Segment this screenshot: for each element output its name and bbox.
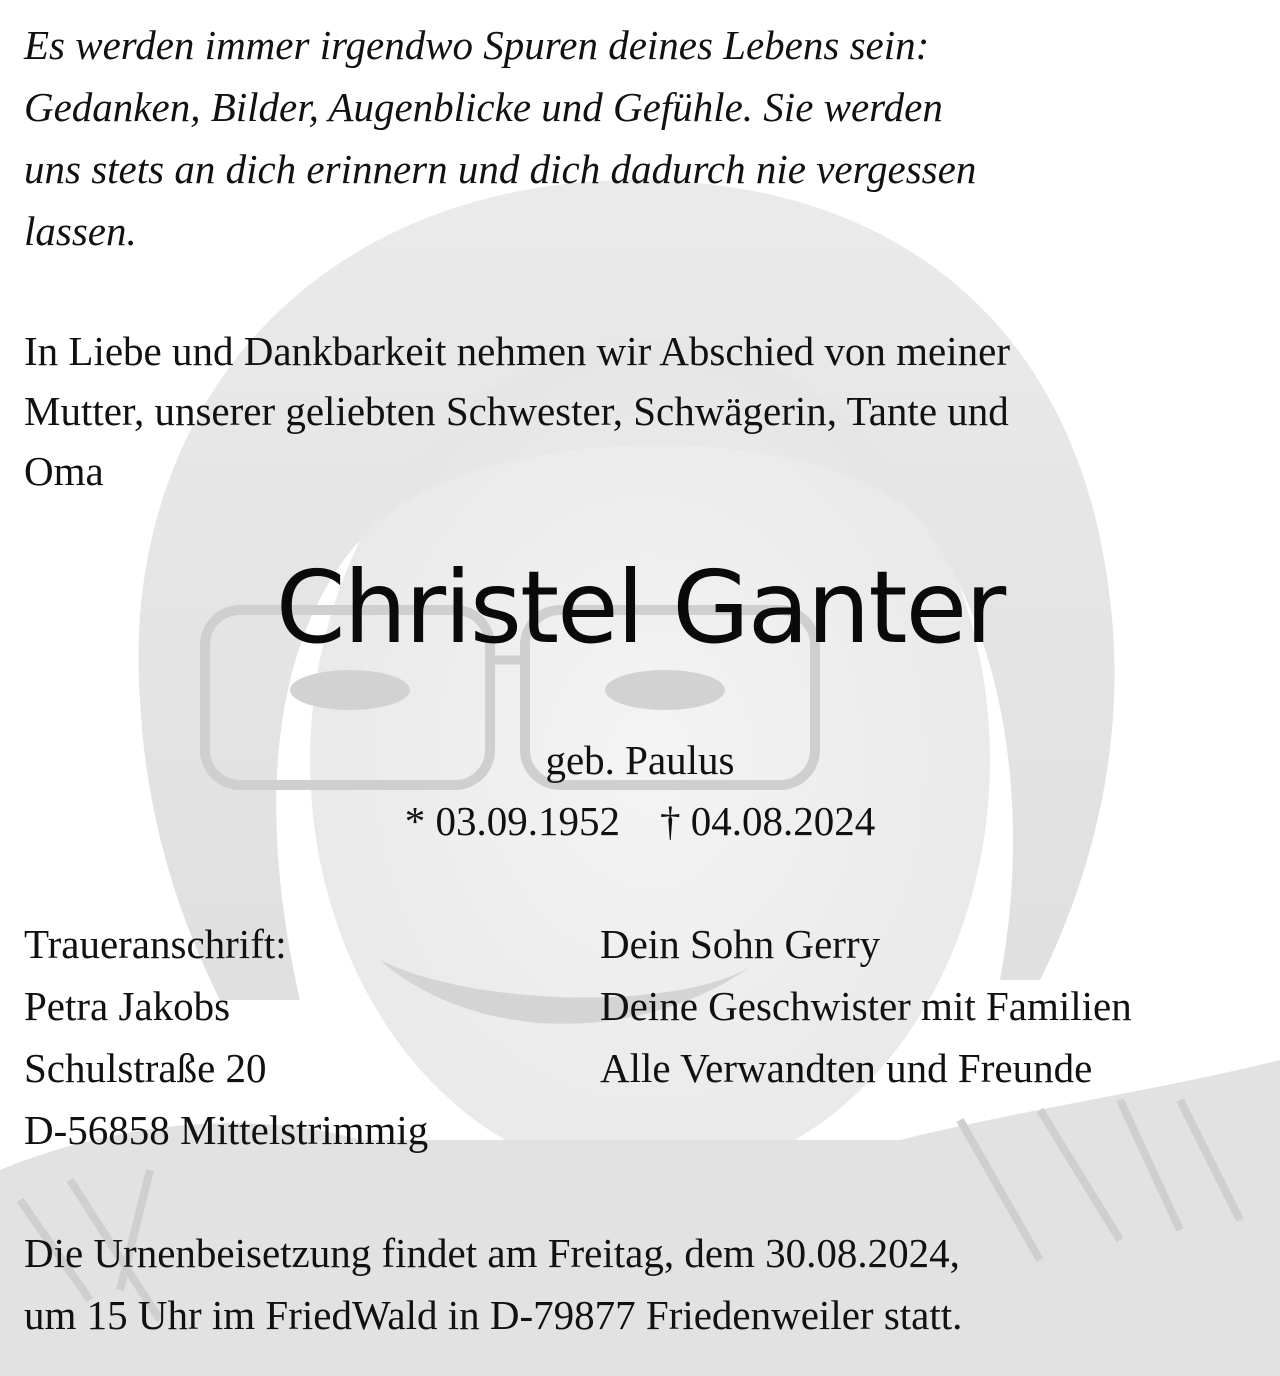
family-line: Dein Sohn Gerry — [600, 921, 881, 967]
intro-line: In Liebe und Dankbarkeit nehmen wir Abschied von meiner — [24, 328, 1010, 374]
quote-line: Es werden immer irgendwo Spuren deines Lebens sein: — [24, 22, 930, 68]
burial-line: Die Urnenbeisetzung findet am Freitag, dem 30.08.2024, — [24, 1230, 960, 1276]
death-date: † 04.08.2024 — [660, 798, 876, 844]
burial-line: um 15 Uhr im FriedWald in D-79877 Friedenweiler statt. — [24, 1292, 963, 1338]
deceased-name: Christel Ganter — [275, 549, 1005, 666]
intro-line: Oma — [24, 448, 104, 494]
address-line: D-56858 Mittelstrimmig — [24, 1107, 429, 1153]
bereaved-family — [600, 913, 1270, 1099]
life-dates — [0, 793, 1280, 849]
intro-line: Mutter, unserer geliebten Schwester, Schwägerin, Tante und — [24, 388, 1009, 434]
burial-announcement — [24, 1222, 1264, 1346]
memorial-quote — [24, 14, 1244, 262]
family-line: Deine Geschwister mit Familien — [600, 983, 1132, 1029]
address-line: Petra Jakobs — [24, 983, 231, 1029]
maiden-name: geb. Paulus — [545, 737, 735, 783]
farewell-intro — [24, 321, 1264, 501]
mourning-address — [24, 913, 584, 1161]
address-line: Traueranschrift: — [24, 921, 287, 967]
quote-line: Gedanken, Bilder, Augenblicke und Gefühle. Sie werden — [24, 84, 943, 130]
quote-line: lassen. — [24, 208, 137, 254]
family-line: Alle Verwandten und Freunde — [600, 1045, 1093, 1091]
quote-line: uns stets an dich erinnern und dich dadurch nie vergessen — [24, 146, 977, 192]
address-line: Schulstraße 20 — [24, 1045, 267, 1091]
birth-date: * 03.09.1952 — [404, 798, 620, 844]
